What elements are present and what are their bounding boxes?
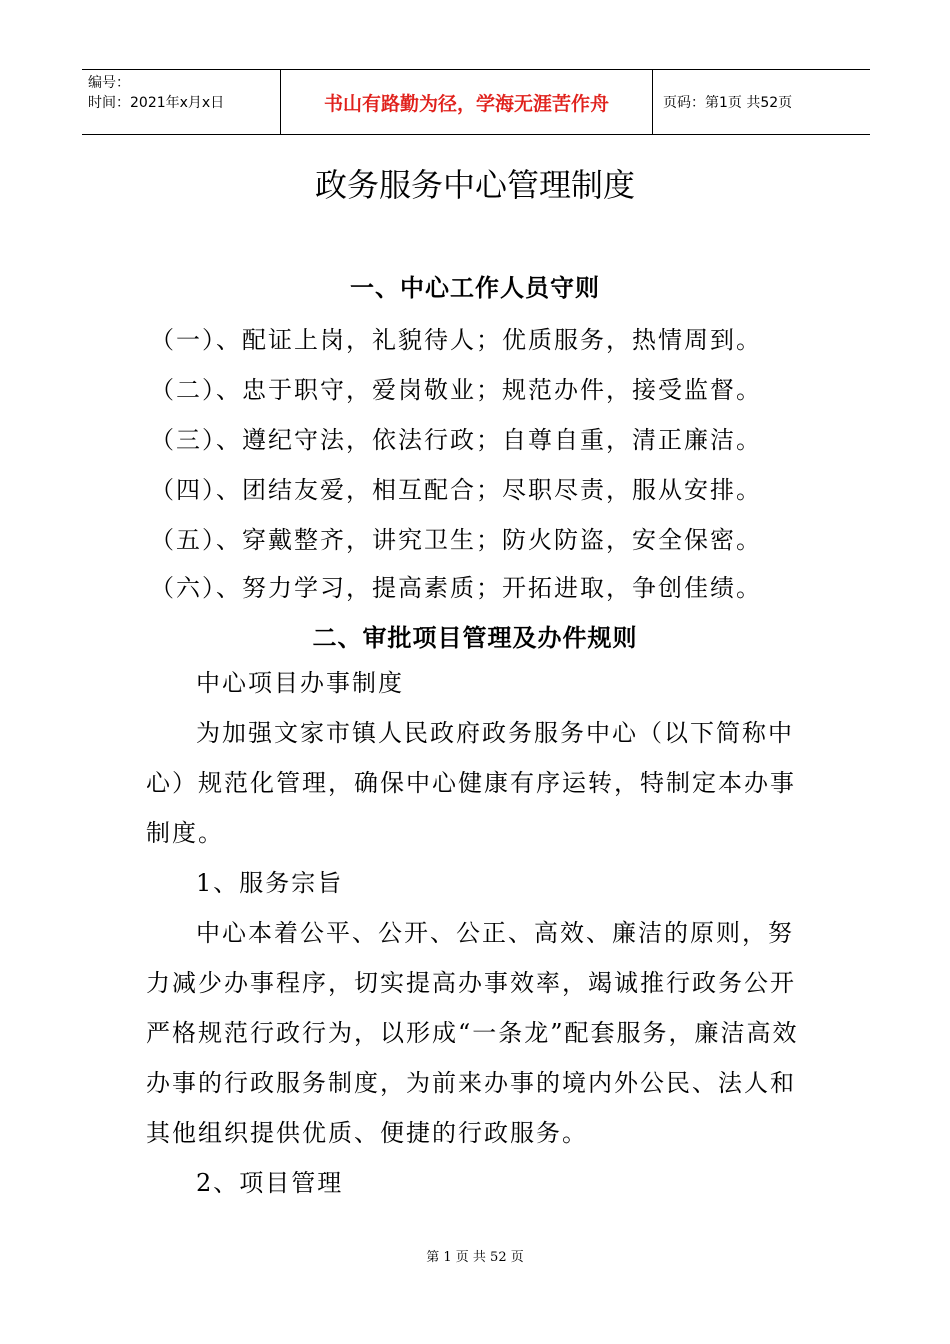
- intro-paragraph: 为加强文家市镇人民政府政务服务中心（以下简称中心）规范化管理，确保中心健康有序运转，特制定本办事制度。: [146, 719, 796, 847]
- document-date: 时间：2021年x月x日: [88, 95, 225, 111]
- rule-item: （四）、团结友爱，相互配合；尽职尽责，服从安排。: [150, 476, 762, 504]
- item2-title: 2、项目管理: [196, 1169, 344, 1197]
- section1-heading: 一、中心工作人员守则: [350, 273, 600, 302]
- document-number: 编号：: [88, 75, 130, 91]
- document-title: 政务服务中心管理制度: [314, 166, 635, 204]
- page-footer: 第 1 页 共 52 页: [426, 1250, 524, 1265]
- rule-item: （三）、遵纪守法，依法行政；自尊自重，清正廉洁。: [150, 426, 762, 454]
- rule-item: （一）、配证上岗，礼貌待人；优质服务，热情周到。: [150, 326, 762, 354]
- item1-body: 中心本着公平、公开、公正、高效、廉洁的原则，努力减少办事程序，切实提高办事效率，竭诚推行政务公开严格规范行政行为，以形成“一条龙”配套服务，廉洁高效办事的行政服务制度，为前来办事的境内外公民、法人和其他组织提供优质、便捷的行政服务。: [146, 919, 799, 1147]
- section2-heading: 二、审批项目管理及办件规则: [312, 623, 638, 652]
- rule-item: （六）、努力学习，提高素质；开拓进取，争创佳绩。: [150, 574, 762, 602]
- header-motto: 书山有路勤为径，学海无涯苦作舟: [281, 70, 653, 134]
- header-page-number: 页码：第1页 共52页: [663, 95, 793, 111]
- rule-item: （二）、忠于职守，爱岗敬业；规范办件，接受监督。: [150, 376, 762, 404]
- item1-title: 1、服务宗旨: [196, 869, 344, 897]
- section2-subheading: 中心项目办事制度: [196, 669, 404, 697]
- rule-item: （五）、穿戴整齐，讲究卫生；防火防盗，安全保密。: [150, 526, 762, 554]
- header-table: [82, 69, 870, 135]
- header-info: [82, 70, 281, 134]
